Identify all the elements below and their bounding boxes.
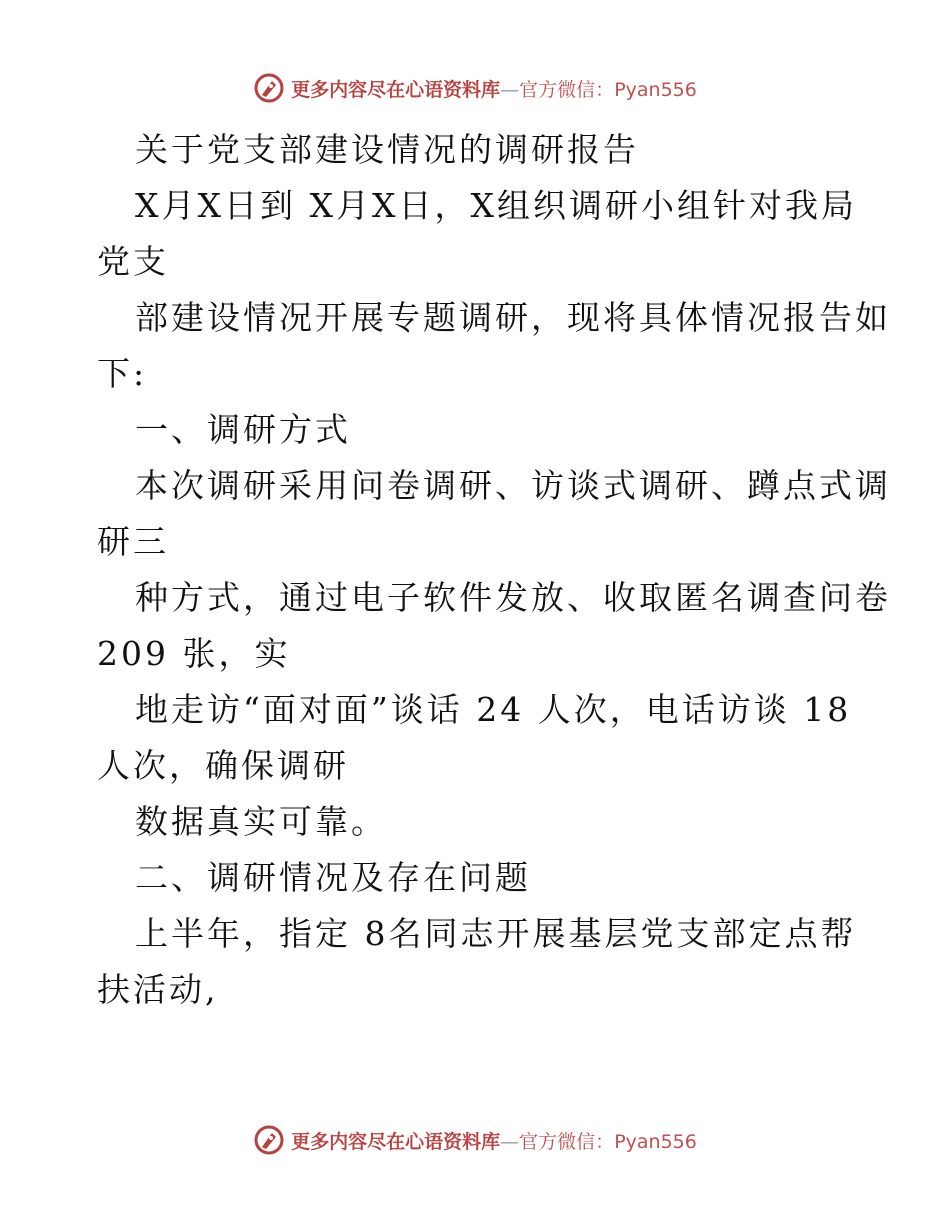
paragraph-line: 人次，确保调研 (97, 746, 349, 785)
pen-nib-icon (253, 1124, 285, 1156)
paragraph-line: 本次调研采用问卷调研、访谈式调研、蹲点式调 (135, 466, 891, 505)
watermark-text (291, 75, 697, 102)
paragraph-line: X月X日到 X月X日，X组织调研小组针对我局 (135, 186, 857, 225)
document-title: 关于党支部建设情况的调研报告 (135, 130, 639, 169)
paragraph-line: 党支 (97, 242, 169, 281)
paragraph-line: 数据真实可靠。 (135, 802, 387, 841)
paragraph-line: 部建设情况开展专题调研，现将具体情况报告如 (135, 298, 891, 337)
watermark-main-text: 更多内容尽在心语资料库 (291, 1130, 501, 1153)
watermark-id: Pyan556 (614, 78, 697, 101)
header-watermark (0, 72, 950, 104)
watermark-sub-text: 官方微信： (519, 78, 615, 101)
watermark-main-text: 更多内容尽在心语资料库 (291, 78, 501, 101)
watermark-text (291, 1127, 697, 1154)
paragraph-line: 209 张，实 (97, 634, 291, 673)
section-heading: 二、调研情况及存在问题 (135, 858, 531, 897)
watermark-separator: — (500, 78, 520, 101)
document-body (97, 122, 891, 1018)
paragraph-line: 扶活动, (97, 970, 219, 1009)
paragraph-line: 地走访“面对面”谈话 24 人次，电话访谈 18 (135, 690, 852, 729)
footer-watermark (0, 1124, 950, 1156)
watermark-separator: — (500, 1130, 520, 1153)
paragraph-line: 下: (97, 354, 148, 393)
paragraph-line: 上半年，指定 8名同志开展基层党支部定点帮 (135, 914, 857, 953)
watermark-id: Pyan556 (614, 1130, 697, 1153)
pen-nib-icon (253, 72, 285, 104)
paragraph-line: 研三 (97, 522, 169, 561)
section-heading: 一、调研方式 (135, 410, 351, 449)
paragraph-line: 种方式，通过电子软件发放、收取匿名调查问卷 (135, 578, 891, 617)
watermark-sub-text: 官方微信： (519, 1130, 615, 1153)
